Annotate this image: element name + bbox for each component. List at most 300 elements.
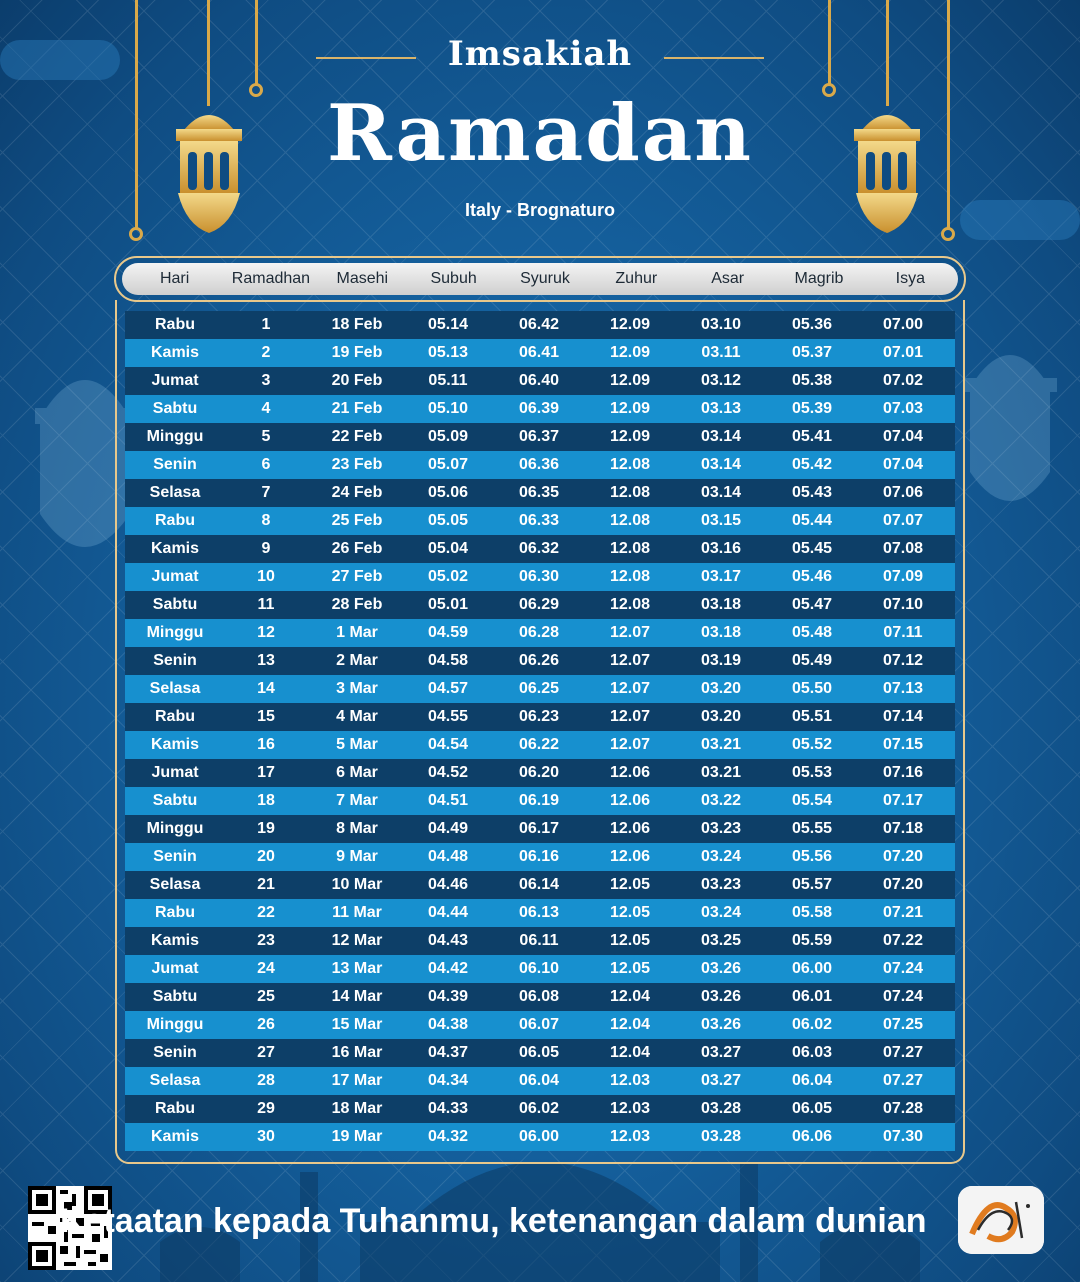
cell-asar: 03.26 (700, 960, 742, 977)
cell-masehi: 23 Feb (331, 456, 383, 473)
ghost-lantern-right-icon (955, 330, 1065, 510)
cell-asar: 03.26 (700, 1016, 742, 1033)
cell-magrib: 05.39 (791, 400, 833, 417)
cell-zuhur: 12.09 (609, 428, 651, 445)
table-row (125, 731, 955, 759)
cell-isya: 07.25 (882, 1016, 924, 1033)
cell-ramadhan: 28 (257, 1072, 275, 1089)
cell-asar: 03.24 (700, 848, 742, 865)
cell-hari: Selasa (149, 680, 201, 697)
cell-subuh: 04.58 (427, 652, 469, 669)
cell-zuhur: 12.04 (609, 1016, 651, 1033)
cell-syuruk: 06.42 (518, 316, 560, 333)
table-row (125, 619, 955, 647)
cell-masehi: 28 Feb (331, 596, 383, 613)
cell-syuruk: 06.25 (518, 680, 560, 697)
cell-ramadhan: 17 (257, 764, 275, 781)
cell-hari: Sabtu (152, 988, 198, 1005)
cell-syuruk: 06.40 (518, 372, 560, 389)
cell-subuh: 04.54 (427, 736, 469, 753)
cell-subuh: 05.07 (427, 456, 469, 473)
cell-syuruk: 06.28 (518, 624, 560, 641)
page-subtitle: Imsakiah (447, 34, 633, 74)
cell-subuh: 05.09 (427, 428, 469, 445)
cell-subuh: 04.44 (427, 904, 469, 921)
cell-hari: Senin (153, 848, 197, 865)
cell-isya: 07.10 (882, 596, 924, 613)
cell-ramadhan: 12 (257, 624, 275, 641)
cell-zuhur: 12.09 (609, 372, 651, 389)
cell-asar: 03.18 (700, 624, 742, 641)
cell-masehi: 26 Feb (331, 540, 383, 557)
cell-syuruk: 06.23 (518, 708, 560, 725)
table-row (125, 563, 955, 591)
cell-masehi: 7 Mar (336, 792, 378, 809)
cell-hari: Minggu (146, 820, 204, 837)
table-row (125, 423, 955, 451)
cell-ramadhan: 20 (257, 848, 275, 865)
cell-asar: 03.12 (700, 372, 742, 389)
cell-zuhur: 12.03 (609, 1072, 651, 1089)
cell-masehi: 17 Mar (331, 1072, 383, 1089)
cell-subuh: 04.55 (427, 708, 469, 725)
column-header-zuhur: Zuhur (615, 270, 658, 287)
cell-masehi: 19 Mar (331, 1128, 383, 1145)
cell-ramadhan: 21 (257, 876, 275, 893)
column-header-hari: Hari (159, 270, 190, 287)
cell-hari: Minggu (146, 624, 204, 641)
location-label: Italy - Brognaturo (464, 200, 615, 220)
table-row (125, 1067, 955, 1095)
cell-subuh: 05.04 (427, 540, 469, 557)
cell-magrib: 05.52 (791, 736, 833, 753)
cell-hari: Rabu (155, 904, 195, 921)
cell-isya: 07.03 (882, 400, 924, 417)
cell-magrib: 05.46 (791, 568, 833, 585)
cell-masehi: 22 Feb (331, 428, 383, 445)
cell-isya: 07.01 (882, 344, 924, 361)
cell-magrib: 05.51 (791, 708, 833, 725)
cell-magrib: 05.56 (791, 848, 833, 865)
cell-syuruk: 06.04 (518, 1072, 560, 1089)
cell-masehi: 21 Feb (331, 400, 383, 417)
cell-masehi: 13 Mar (331, 960, 383, 977)
cell-hari: Sabtu (152, 400, 198, 417)
cell-isya: 07.08 (882, 540, 924, 557)
cell-ramadhan: 13 (257, 652, 275, 669)
column-header-magrib: Magrib (794, 270, 844, 287)
table-row (125, 1095, 955, 1123)
cell-asar: 03.15 (700, 512, 742, 529)
table-row (125, 871, 955, 899)
cell-isya: 07.11 (883, 624, 923, 641)
cell-magrib: 06.01 (791, 988, 833, 1005)
cell-isya: 07.00 (882, 316, 924, 333)
cell-zuhur: 12.05 (609, 960, 651, 977)
table-row (125, 815, 955, 843)
cell-isya: 07.09 (882, 568, 924, 585)
cell-asar: 03.27 (700, 1044, 742, 1061)
cell-hari: Jumat (151, 568, 199, 585)
cell-asar: 03.14 (700, 456, 742, 473)
cell-syuruk: 06.16 (518, 848, 560, 865)
cell-asar: 03.28 (700, 1128, 742, 1145)
cell-asar: 03.20 (700, 708, 742, 725)
table-row (125, 479, 955, 507)
table-header-row (122, 263, 958, 295)
cell-magrib: 06.00 (791, 960, 833, 977)
cell-ramadhan: 25 (257, 988, 275, 1005)
cell-ramadhan: 14 (257, 680, 275, 697)
table-row (125, 535, 955, 563)
cell-asar: 03.18 (700, 596, 742, 613)
table-row (125, 507, 955, 535)
cell-hari: Kamis (150, 1128, 200, 1145)
cell-syuruk: 06.05 (518, 1044, 560, 1061)
cell-isya: 07.24 (882, 988, 924, 1005)
cell-ramadhan: 29 (257, 1100, 275, 1117)
cell-magrib: 05.37 (791, 344, 833, 361)
cell-subuh: 04.49 (427, 820, 469, 837)
cell-ramadhan: 9 (261, 540, 271, 557)
table-row (125, 927, 955, 955)
cell-syuruk: 06.33 (518, 512, 560, 529)
table-row (125, 1123, 955, 1151)
cell-hari: Selasa (149, 876, 201, 893)
cell-zuhur: 12.09 (609, 316, 651, 333)
cell-asar: 03.21 (700, 736, 742, 753)
cell-subuh: 05.10 (427, 400, 469, 417)
cell-magrib: 05.59 (791, 932, 833, 949)
cell-syuruk: 06.14 (518, 876, 560, 893)
cell-subuh: 05.13 (427, 344, 469, 361)
cell-syuruk: 06.10 (518, 960, 560, 977)
table-row (125, 703, 955, 731)
cell-asar: 03.11 (701, 344, 741, 361)
table-row (125, 591, 955, 619)
column-header-isya: Isya (895, 270, 926, 287)
table-row (125, 395, 955, 423)
cell-zuhur: 12.06 (609, 792, 651, 809)
cell-masehi: 9 Mar (336, 848, 378, 865)
cell-asar: 03.27 (700, 1072, 742, 1089)
table-row (125, 339, 955, 367)
cell-isya: 07.04 (882, 428, 924, 445)
cell-isya: 07.27 (882, 1072, 924, 1089)
cell-hari: Selasa (149, 484, 201, 501)
cell-ramadhan: 24 (257, 960, 275, 977)
cell-zuhur: 12.03 (609, 1128, 651, 1145)
cell-hari: Minggu (146, 428, 204, 445)
cell-subuh: 04.59 (427, 624, 469, 641)
cell-magrib: 06.02 (791, 1016, 833, 1033)
cell-masehi: 1 Mar (336, 624, 378, 641)
cell-asar: 03.14 (700, 428, 742, 445)
cell-hari: Senin (153, 652, 197, 669)
cell-zuhur: 12.08 (609, 484, 651, 501)
cell-zuhur: 12.07 (609, 736, 651, 753)
cell-isya: 07.17 (882, 792, 924, 809)
cell-asar: 03.28 (700, 1100, 742, 1117)
cell-masehi: 25 Feb (331, 512, 383, 529)
cell-subuh: 05.06 (427, 484, 469, 501)
cell-magrib: 05.42 (791, 456, 833, 473)
cell-hari: Sabtu (152, 792, 198, 809)
cell-masehi: 10 Mar (331, 876, 383, 893)
cell-zuhur: 12.07 (609, 708, 651, 725)
cell-asar: 03.24 (700, 904, 742, 921)
cell-asar: 03.16 (700, 540, 742, 557)
cell-asar: 03.25 (700, 932, 742, 949)
cell-ramadhan: 16 (257, 736, 275, 753)
cell-zuhur: 12.08 (609, 540, 651, 557)
cell-syuruk: 06.39 (518, 400, 560, 417)
column-header-ramadhan: Ramadhan (231, 270, 311, 287)
cell-isya: 07.16 (882, 764, 924, 781)
cell-zuhur: 12.05 (609, 876, 651, 893)
cell-asar: 03.19 (700, 652, 742, 669)
column-header-syuruk: Syuruk (520, 270, 570, 287)
cell-hari: Rabu (155, 708, 195, 725)
cell-isya: 07.28 (882, 1100, 924, 1117)
cell-zuhur: 12.06 (609, 764, 651, 781)
cell-magrib: 05.45 (791, 540, 833, 557)
cell-syuruk: 06.19 (518, 792, 560, 809)
cell-syuruk: 06.11 (519, 932, 559, 949)
cell-masehi: 6 Mar (336, 764, 378, 781)
cell-magrib: 05.47 (791, 596, 833, 613)
cell-asar: 03.26 (700, 988, 742, 1005)
cell-zuhur: 12.06 (609, 848, 651, 865)
cell-isya: 07.20 (882, 848, 924, 865)
table-row (125, 311, 955, 339)
cell-syuruk: 06.00 (518, 1128, 560, 1145)
cell-syuruk: 06.22 (518, 736, 560, 753)
schedule-table (125, 311, 955, 1151)
table-row (125, 983, 955, 1011)
cell-hari: Rabu (155, 1100, 195, 1117)
cell-hari: Rabu (155, 316, 195, 333)
cell-zuhur: 12.08 (609, 596, 651, 613)
cell-masehi: 15 Mar (331, 1016, 383, 1033)
cell-syuruk: 06.35 (518, 484, 560, 501)
cell-ramadhan: 26 (257, 1016, 275, 1033)
column-header-subuh: Subuh (430, 270, 477, 287)
cell-isya: 07.12 (882, 652, 924, 669)
cell-masehi: 14 Mar (331, 988, 383, 1005)
cell-isya: 07.30 (882, 1128, 924, 1145)
cell-asar: 03.23 (700, 820, 742, 837)
cell-ramadhan: 19 (257, 820, 275, 837)
cell-isya: 07.15 (882, 736, 924, 753)
cell-isya: 07.13 (882, 680, 924, 697)
cell-isya: 07.02 (882, 372, 924, 389)
cell-isya: 07.07 (882, 512, 924, 529)
cell-subuh: 05.11 (428, 372, 468, 389)
cell-ramadhan: 2 (261, 344, 271, 361)
cell-masehi: 11 Mar (332, 904, 382, 921)
cell-asar: 03.22 (700, 792, 742, 809)
cell-isya: 07.14 (882, 708, 924, 725)
scrolling-text: Ketaatan kepada Tuhanmu, ketenangan dalam dunian (60, 1202, 927, 1240)
cell-masehi: 2 Mar (336, 652, 378, 669)
table-row (125, 787, 955, 815)
cell-isya: 07.06 (882, 484, 924, 501)
cell-hari: Kamis (150, 932, 200, 949)
cell-magrib: 05.58 (791, 904, 833, 921)
cell-magrib: 05.44 (791, 512, 833, 529)
cell-zuhur: 12.08 (609, 568, 651, 585)
table-row (125, 1011, 955, 1039)
table-row (125, 675, 955, 703)
cell-syuruk: 06.29 (518, 596, 560, 613)
cell-syuruk: 06.32 (518, 540, 560, 557)
cell-syuruk: 06.37 (518, 428, 560, 445)
cell-asar: 03.10 (700, 316, 742, 333)
cell-syuruk: 06.20 (518, 764, 560, 781)
cell-subuh: 04.57 (427, 680, 469, 697)
cell-hari: Senin (153, 456, 197, 473)
cell-magrib: 06.05 (791, 1100, 833, 1117)
cell-subuh: 05.14 (427, 316, 469, 333)
cell-ramadhan: 4 (261, 400, 271, 417)
cell-magrib: 06.03 (791, 1044, 833, 1061)
cell-isya: 07.24 (882, 960, 924, 977)
cell-masehi: 20 Feb (331, 372, 383, 389)
cell-ramadhan: 23 (257, 932, 275, 949)
cell-syuruk: 06.13 (518, 904, 560, 921)
cell-hari: Kamis (150, 736, 200, 753)
cell-hari: Kamis (150, 540, 200, 557)
cell-isya: 07.20 (882, 876, 924, 893)
cell-masehi: 12 Mar (331, 932, 383, 949)
cell-asar: 03.17 (700, 568, 742, 585)
cell-isya: 07.27 (882, 1044, 924, 1061)
cell-asar: 03.13 (700, 400, 742, 417)
cell-asar: 03.23 (700, 876, 742, 893)
cell-zuhur: 12.03 (609, 1100, 651, 1117)
cell-isya: 07.21 (882, 904, 924, 921)
cell-asar: 03.21 (700, 764, 742, 781)
cell-subuh: 04.32 (427, 1128, 469, 1145)
cell-subuh: 04.39 (427, 988, 469, 1005)
cell-ramadhan: 11 (257, 596, 275, 613)
page-title: Ramadan (326, 88, 753, 179)
cell-ramadhan: 8 (261, 512, 271, 529)
cell-zuhur: 12.09 (609, 400, 651, 417)
cell-subuh: 05.02 (427, 568, 469, 585)
cell-ramadhan: 5 (261, 428, 271, 445)
cell-syuruk: 06.36 (518, 456, 560, 473)
cell-subuh: 05.01 (427, 596, 469, 613)
cell-magrib: 05.36 (791, 316, 833, 333)
cell-asar: 03.14 (700, 484, 742, 501)
lantern-ring-left (129, 227, 143, 241)
cell-subuh: 04.33 (427, 1100, 469, 1117)
cell-hari: Jumat (151, 764, 199, 781)
cell-zuhur: 12.05 (609, 904, 651, 921)
cell-magrib: 05.50 (791, 680, 833, 697)
cell-zuhur: 12.07 (609, 652, 651, 669)
cell-magrib: 05.43 (791, 484, 833, 501)
cell-hari: Minggu (146, 1016, 204, 1033)
cell-syuruk: 06.17 (518, 820, 560, 837)
table-row (125, 899, 955, 927)
column-header-asar: Asar (711, 270, 745, 287)
table-row (125, 367, 955, 395)
cell-ramadhan: 6 (261, 456, 271, 473)
cell-syuruk: 06.08 (518, 988, 560, 1005)
cell-hari: Kamis (150, 344, 200, 361)
cell-magrib: 05.54 (791, 792, 833, 809)
table-header (114, 256, 966, 302)
cell-masehi: 24 Feb (331, 484, 383, 501)
cell-zuhur: 12.04 (609, 988, 651, 1005)
cell-syuruk: 06.30 (518, 568, 560, 585)
table-row (125, 759, 955, 787)
cell-masehi: 5 Mar (336, 736, 378, 753)
cell-ramadhan: 22 (257, 904, 275, 921)
table-row (125, 451, 955, 479)
cell-isya: 07.18 (882, 820, 924, 837)
cell-subuh: 04.42 (427, 960, 469, 977)
table-row (125, 955, 955, 983)
cell-hari: Jumat (151, 960, 199, 977)
cell-ramadhan: 15 (257, 708, 275, 725)
cell-ramadhan: 30 (257, 1128, 275, 1145)
cell-magrib: 06.04 (791, 1072, 833, 1089)
cell-masehi: 19 Feb (331, 344, 383, 361)
cell-isya: 07.22 (882, 932, 924, 949)
column-header-masehi: Masehi (336, 270, 389, 287)
cell-syuruk: 06.02 (518, 1100, 560, 1117)
cell-syuruk: 06.41 (518, 344, 560, 361)
table-row (125, 647, 955, 675)
table-row (125, 1039, 955, 1067)
cell-masehi: 4 Mar (336, 708, 378, 725)
cell-zuhur: 12.07 (609, 624, 651, 641)
cell-masehi: 3 Mar (336, 680, 378, 697)
cell-subuh: 04.38 (427, 1016, 469, 1033)
cell-masehi: 8 Mar (336, 820, 378, 837)
cell-subuh: 04.48 (427, 848, 469, 865)
cell-magrib: 05.49 (791, 652, 833, 669)
cell-subuh: 05.05 (427, 512, 469, 529)
cell-magrib: 05.48 (791, 624, 833, 641)
cell-asar: 03.20 (700, 680, 742, 697)
cell-masehi: 18 Mar (331, 1100, 383, 1117)
cell-zuhur: 12.08 (609, 456, 651, 473)
cell-hari: Selasa (149, 1072, 201, 1089)
cell-subuh: 04.34 (427, 1072, 469, 1089)
table-row (125, 843, 955, 871)
cell-subuh: 04.43 (427, 932, 469, 949)
cell-ramadhan: 10 (257, 568, 275, 585)
cell-ramadhan: 1 (261, 316, 271, 333)
cell-magrib: 05.38 (791, 372, 833, 389)
cell-syuruk: 06.07 (518, 1016, 560, 1033)
cell-ramadhan: 3 (261, 372, 271, 389)
cell-ramadhan: 7 (261, 484, 271, 501)
cell-isya: 07.04 (882, 456, 924, 473)
cell-masehi: 16 Mar (331, 1044, 383, 1061)
cell-masehi: 18 Feb (331, 316, 383, 333)
cell-syuruk: 06.26 (518, 652, 560, 669)
cell-magrib: 05.55 (791, 820, 833, 837)
cell-zuhur: 12.08 (609, 512, 651, 529)
cell-hari: Rabu (155, 512, 195, 529)
cell-magrib: 05.57 (791, 876, 833, 893)
